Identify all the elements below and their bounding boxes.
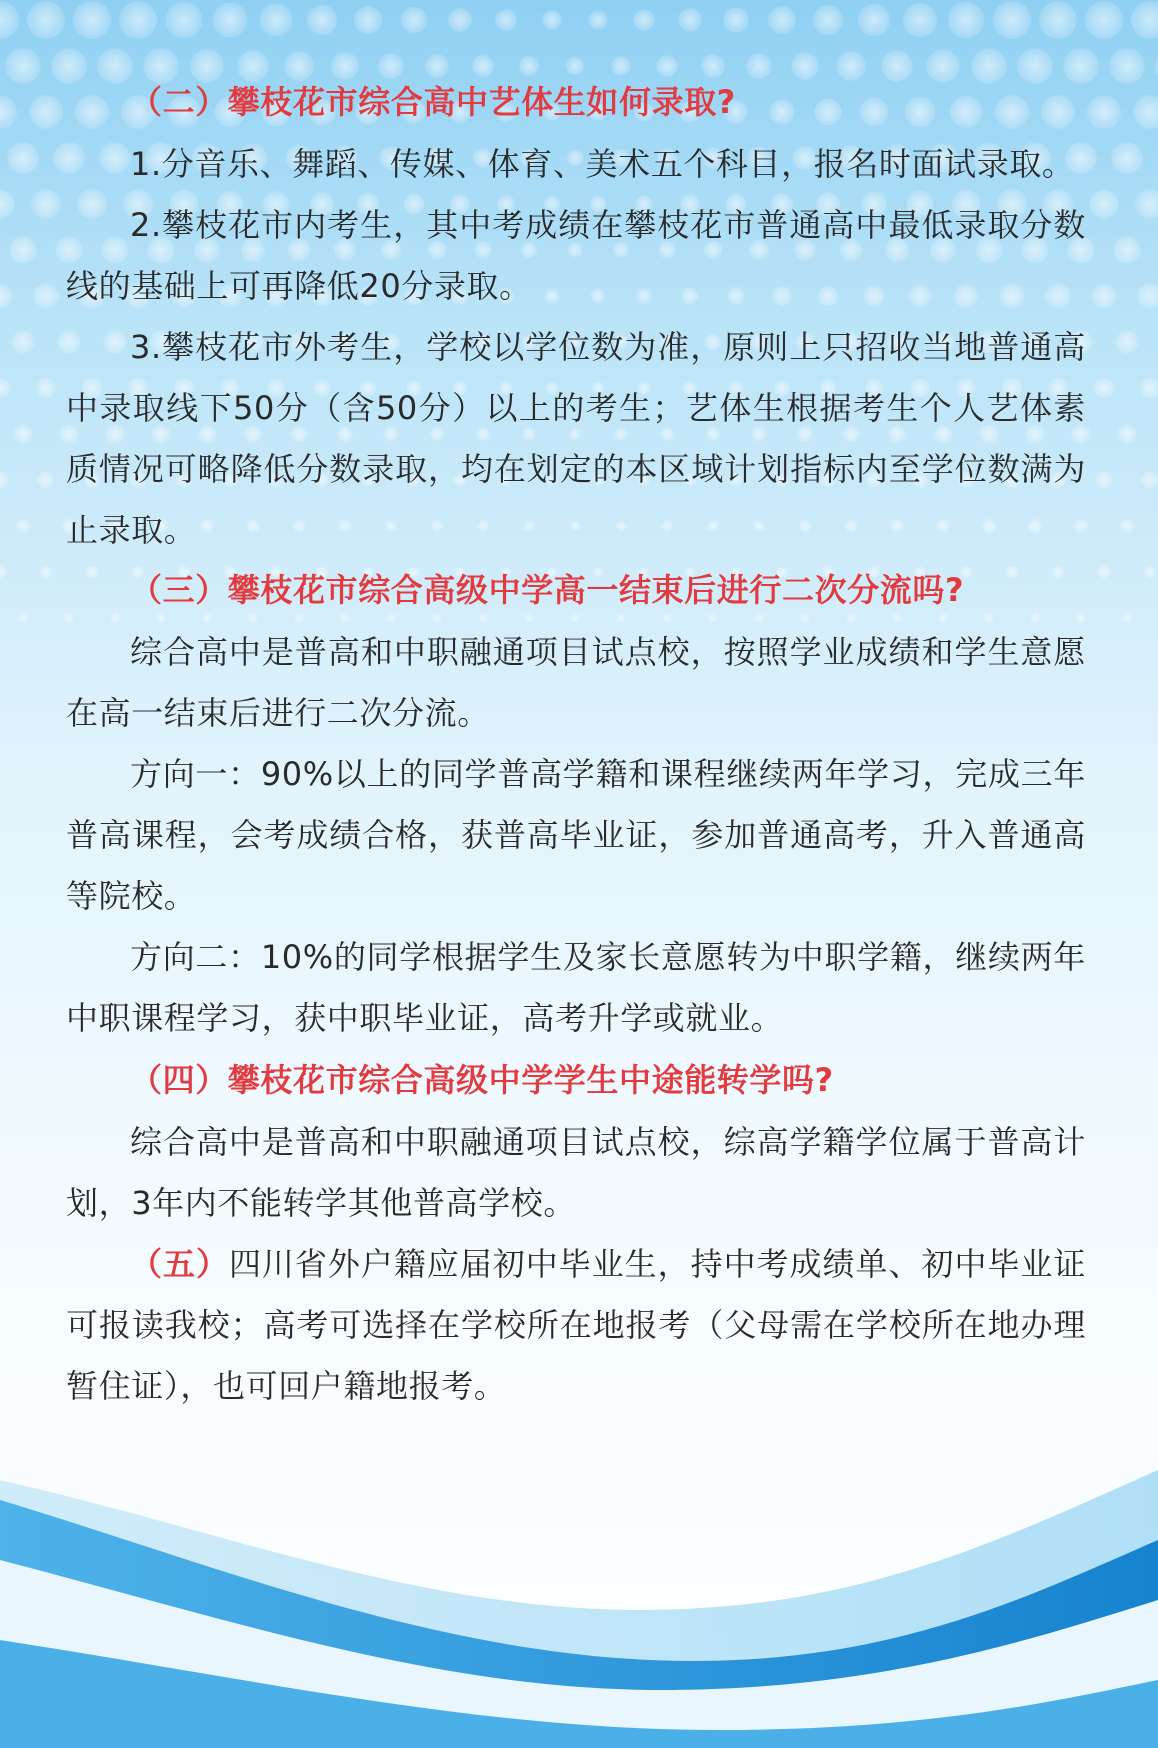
- halftone-dot: [0, 566, 6, 578]
- section-2-item-2: 2.攀枝花市内考生，其中考成绩在攀枝花市普通高中最低录取分数线的基础上可再降低20分录取。: [66, 206, 1086, 305]
- section-3-intro: 综合高中是普高和中职融通项目试点校，按照学业成绩和学生意愿在高一结束后进行二次分流。: [66, 633, 1086, 732]
- halftone-dot: [73, 1, 111, 39]
- section-3-heading: （三）攀枝花市综合高级中学高一结束后进行二次分流吗?: [130, 571, 965, 609]
- halftone-dot: [813, 5, 843, 35]
- halftone-dot: [401, 7, 427, 33]
- halftone-dot: [33, 283, 58, 308]
- halftone-dot: [36, 378, 57, 399]
- section-3-direction-1: 方向一：90%以上的同学普高学籍和课程继续两年学习，完成三年普高课程，会考成绩合格，获普高毕业证，参加普通高考，升入普通高等院校。: [66, 755, 1086, 915]
- halftone-dot: [38, 472, 55, 489]
- halftone-dot: [1122, 613, 1132, 623]
- halftone-dot: [1094, 378, 1115, 399]
- section-2-item-1: 1.分音乐、舞蹈、传媒、体育、美术五个科目，报名时面试录取。: [130, 145, 1075, 183]
- section-5-paragraph: [66, 1234, 1086, 1417]
- halftone-dot: [1131, 1, 1158, 39]
- section-4-heading: （四）攀枝花市综合高级中学学生中途能转学吗?: [130, 1061, 834, 1099]
- halftone-dot: [633, 9, 655, 31]
- halftone-dot: [495, 9, 517, 31]
- halftone-dot: [448, 8, 472, 32]
- section-3-direction-2: 方向二：10%的同学根据学生及家长意愿转为中职学籍，继续两年中职课程学习，获中职毕业证，高考升学或就业。: [66, 938, 1086, 1037]
- halftone-dot: [768, 6, 796, 34]
- halftone-dot: [14, 425, 33, 444]
- halftone-dot: [858, 4, 890, 36]
- halftone-dot: [1142, 472, 1158, 489]
- halftone-dot: [0, 283, 13, 308]
- halftone-dot: [5, 48, 41, 84]
- halftone-dot: [588, 10, 607, 29]
- halftone-dot: [119, 1, 157, 39]
- halftone-dot: [0, 378, 10, 399]
- halftone-dot: [75, 95, 109, 129]
- halftone-dot: [9, 236, 36, 263]
- halftone-dot: [1113, 236, 1140, 263]
- halftone-dot: [1133, 95, 1158, 129]
- halftone-dot: [903, 3, 937, 37]
- halftone-dot: [27, 1, 65, 39]
- halftone-dot: [993, 1, 1031, 39]
- halftone-dot: [12, 331, 35, 354]
- halftone-dot: [213, 3, 248, 38]
- halftone-dot: [0, 1, 19, 39]
- halftone-dot: [1120, 519, 1134, 533]
- halftone-dot: [1135, 189, 1158, 218]
- section-5-text: 四川省外户籍应届初中毕业生，持中考成绩单、初中毕业证可报读我校；高考可选择在学校所在地报考（父母需在学校所在地办理暂住证），也可回户籍地报考。: [66, 1245, 1086, 1405]
- halftone-dot: [1091, 283, 1116, 308]
- halftone-dot: [1085, 1, 1123, 39]
- halftone-dot: [1144, 566, 1156, 578]
- halftone-dot: [18, 613, 28, 623]
- halftone-dot: [31, 189, 60, 218]
- halftone-dot: [1140, 378, 1158, 399]
- halftone-dot: [16, 519, 30, 533]
- halftone-dot: [86, 566, 98, 578]
- section-2-item-3: 3.攀枝花市外考生，学校以学位数为准，原则上只招收当地普通高中录取线下50分（含50分）以上的考生；艺体生根据考生个人艺体素质情况可略降低分数录取，均在划定的本区域计划指标内至学位数满为止录取。: [66, 328, 1086, 549]
- section-2-heading: （二）攀枝花市综合高中艺体生如何录取?: [130, 83, 736, 121]
- halftone-dot: [97, 48, 133, 84]
- halftone-dot: [1111, 142, 1143, 174]
- halftone-dot: [29, 95, 63, 129]
- halftone-dot: [51, 48, 87, 84]
- section-5-lead: （五）: [130, 1245, 229, 1283]
- halftone-dot: [260, 4, 293, 37]
- halftone-dot: [542, 10, 562, 30]
- halftone-dot: [0, 189, 15, 218]
- halftone-dot: [0, 472, 8, 489]
- halftone-dot: [1039, 1, 1077, 39]
- halftone-dot: [1089, 189, 1118, 218]
- halftone-dot: [678, 8, 702, 32]
- halftone-dot: [948, 2, 984, 38]
- halftone-dot: [0, 95, 17, 129]
- halftone-dot: [1096, 472, 1113, 489]
- halftone-dot: [166, 2, 203, 39]
- halftone-dot: [1118, 425, 1137, 444]
- halftone-dot: [354, 6, 382, 34]
- halftone-dot: [307, 5, 337, 35]
- halftone-dot: [40, 566, 52, 578]
- halftone-dot: [7, 142, 39, 174]
- section-4-text: 综合高中是普高和中职融通项目试点校，综高学籍学位属于普高计划，3年内不能转学其他普高学校。: [66, 1123, 1086, 1222]
- halftone-dot: [1137, 283, 1158, 308]
- halftone-dot: [1116, 331, 1139, 354]
- halftone-dot: [723, 7, 749, 33]
